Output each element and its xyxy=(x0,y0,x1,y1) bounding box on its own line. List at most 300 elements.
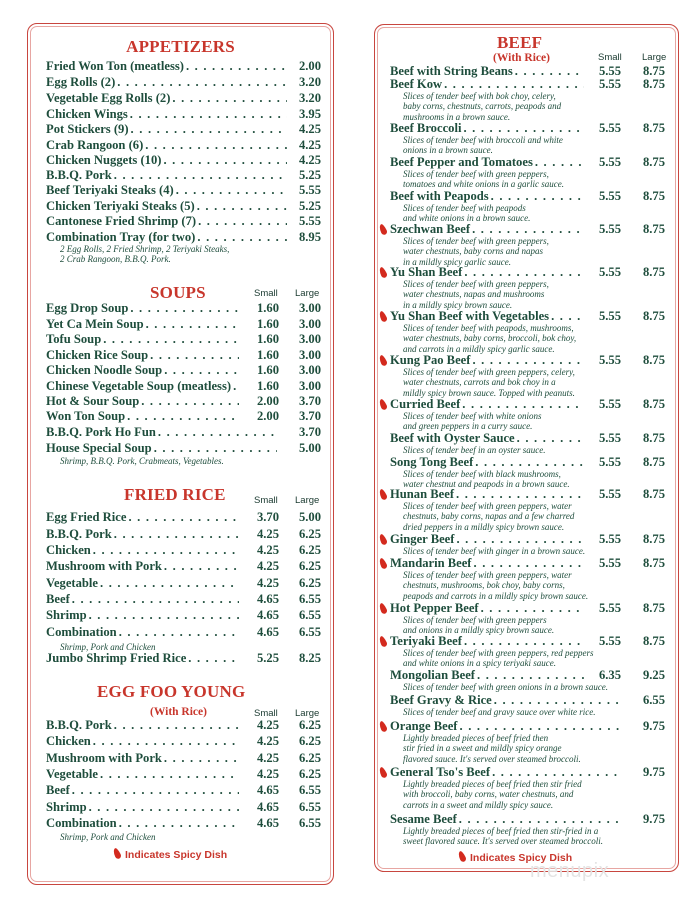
small-price: 4.25 xyxy=(256,734,279,748)
menu-item xyxy=(390,353,665,368)
large-price: 6.25 xyxy=(298,527,321,541)
dot-leader xyxy=(197,230,287,245)
item-description: water chestnuts, baby corns, broccoli, bok choy, xyxy=(403,333,577,344)
item-description: carrots in a sweet and mildly spicy sauce. xyxy=(403,799,554,810)
menu-item xyxy=(390,601,665,616)
dot-leader xyxy=(464,265,584,280)
large-price: 6.55 xyxy=(298,625,321,639)
item-name: Yu Shan Beef with Vegetables xyxy=(390,309,550,323)
menu-item xyxy=(390,121,665,136)
item-description: water chestnuts, baby corns and napas xyxy=(403,246,543,257)
dot-leader xyxy=(93,734,239,749)
item-description: chestnuts, mushrooms, bok choy, baby corns, xyxy=(403,580,565,591)
small-price: 5.55 xyxy=(598,532,621,546)
dot-leader xyxy=(164,751,239,766)
small-price: 1.60 xyxy=(256,348,279,362)
combo-tray-desc-1: 2 Egg Rolls, 2 Fried Shrimp, 2 Teriyaki Steaks, xyxy=(60,244,230,254)
small-price: 4.25 xyxy=(256,718,279,732)
item-name: Chicken Teriyaki Steaks (5) xyxy=(46,199,195,213)
item-name: Combination xyxy=(46,816,117,830)
large-price: 6.25 xyxy=(298,543,321,557)
item-description: onions in a brown sauce. xyxy=(403,145,493,156)
item-description: in a mildly spicy brown sauce. xyxy=(403,299,513,310)
large-price: 8.75 xyxy=(642,455,665,469)
item-description: dried peppers in a mildly spicy brown sauce. xyxy=(403,521,565,532)
large-price: 6.55 xyxy=(298,592,321,606)
item-description: chestnuts, baby corns, napas and a few charred xyxy=(403,511,575,522)
small-price: 4.25 xyxy=(256,527,279,541)
large-price: 3.00 xyxy=(298,379,321,393)
item-name: Chicken Nuggets (10) xyxy=(46,153,162,167)
dot-leader xyxy=(233,379,239,394)
menu-item xyxy=(46,332,321,347)
item-name: Vegetable xyxy=(46,576,98,590)
large-price: 6.25 xyxy=(298,576,321,590)
menu-item xyxy=(390,455,665,470)
dot-leader xyxy=(89,800,239,815)
large-price: 9.75 xyxy=(642,719,665,733)
dot-leader xyxy=(464,634,584,649)
small-price: 5.55 xyxy=(598,601,621,615)
small-price: 5.55 xyxy=(598,634,621,648)
small-price: 1.60 xyxy=(256,379,279,393)
large-price: 8.75 xyxy=(642,309,665,323)
item-description: Slices of tender beef with white onions xyxy=(403,411,542,421)
large-price: 5.00 xyxy=(298,510,321,524)
item-name: B.B.Q. Pork xyxy=(46,718,112,732)
large-price: 8.75 xyxy=(642,634,665,648)
small-price: 4.65 xyxy=(256,816,279,830)
large-price: 3.70 xyxy=(298,425,321,439)
item-name: Beef Broccoli xyxy=(390,121,462,135)
item-name: Hot & Sour Soup xyxy=(46,394,140,408)
item-name: Beef Teriyaki Steaks (4) xyxy=(46,183,174,197)
dot-leader xyxy=(444,77,584,92)
dot-leader xyxy=(456,532,584,547)
item-price: 3.20 xyxy=(298,91,321,105)
menu-item xyxy=(46,409,321,424)
menu-item xyxy=(46,559,321,574)
item-name: General Tso's Beef xyxy=(390,765,491,779)
item-name: Beef xyxy=(46,783,70,797)
dot-leader xyxy=(456,487,584,502)
menu-item xyxy=(46,718,321,733)
dot-leader xyxy=(72,592,239,607)
item-name: Sesame Beef xyxy=(390,812,457,826)
menu-item xyxy=(390,812,665,827)
item-description: Slices of tender beef and gravy sauce over white rice. xyxy=(403,707,596,717)
item-description: water chestnuts, carrots and bok choy in a xyxy=(403,377,556,388)
item-description: Slices of tender beef with peapods xyxy=(403,203,526,213)
dot-leader xyxy=(119,625,239,640)
menu-item xyxy=(390,397,665,412)
dot-leader xyxy=(141,394,239,409)
large-price: 8.75 xyxy=(642,64,665,78)
item-name: Tofu Soup xyxy=(46,332,102,346)
dot-leader xyxy=(130,107,287,122)
dot-leader xyxy=(100,767,239,782)
item-name: Beef xyxy=(46,592,70,606)
menu-item xyxy=(46,363,321,378)
dot-leader xyxy=(186,59,287,74)
dot-leader xyxy=(188,651,239,666)
item-description: water chestnut and peapods in a brown sauce. xyxy=(403,479,570,490)
item-name: Shrimp xyxy=(46,608,87,622)
item-description: Slices of tender beef with ginger in a brown sauce. xyxy=(403,546,586,556)
item-name: Vegetable Egg Rolls (2) xyxy=(46,91,171,105)
menu-item xyxy=(46,816,321,831)
menu-item xyxy=(390,634,665,649)
dot-leader xyxy=(492,765,619,780)
small-price: 5.55 xyxy=(598,64,621,78)
item-price: 8.95 xyxy=(298,230,321,244)
item-description: Slices of tender beef with green peppers, xyxy=(403,236,549,246)
dot-leader xyxy=(119,816,239,831)
menu-item xyxy=(390,668,665,683)
item-name: Ginger Beef xyxy=(390,532,455,546)
large-price: 6.55 xyxy=(298,608,321,622)
large-price: 3.70 xyxy=(298,409,321,423)
large-price: 6.55 xyxy=(642,693,665,707)
large-price: 8.75 xyxy=(642,353,665,367)
item-description: and carrots in a mildly spicy garlic sauce. xyxy=(403,343,555,354)
large-price: 6.25 xyxy=(298,734,321,748)
item-name: Hunan Beef xyxy=(390,487,455,501)
menu-item xyxy=(46,800,321,815)
item-name: Vegetable xyxy=(46,767,98,781)
menu-item xyxy=(390,719,665,734)
small-price: 5.55 xyxy=(598,309,621,323)
item-description: Slices of tender beef with green peppers, red peppers xyxy=(403,648,594,658)
dot-leader xyxy=(164,363,239,378)
item-name: Crab Rangoon (6) xyxy=(46,138,144,152)
small-price: 4.25 xyxy=(256,751,279,765)
menu-item xyxy=(390,765,665,780)
small-price: 6.35 xyxy=(598,668,621,682)
item-description: mushrooms in a brown sauce. xyxy=(403,111,511,122)
menu-item xyxy=(46,317,321,332)
dot-leader xyxy=(145,138,287,153)
small-price: 5.55 xyxy=(598,222,621,236)
large-price: 3.00 xyxy=(298,317,321,331)
large-price: 3.70 xyxy=(298,394,321,408)
item-price: 3.95 xyxy=(298,107,321,121)
large-price: 6.55 xyxy=(298,783,321,797)
menu-item xyxy=(46,625,321,640)
large-price: 8.75 xyxy=(642,189,665,203)
item-description: mildly spicy brown sauce. Topped with peanuts. xyxy=(403,387,575,398)
dot-leader xyxy=(158,425,277,440)
item-description: Slices of tender beef with green peppers, water xyxy=(403,570,572,580)
large-price: 8.75 xyxy=(642,121,665,135)
item-name: B.B.Q. Pork xyxy=(46,168,112,182)
dot-leader xyxy=(197,199,287,214)
menu-item xyxy=(46,153,321,168)
item-name: Szechwan Beef xyxy=(390,222,471,236)
dot-leader xyxy=(114,168,287,183)
item-name: Egg Fried Rice xyxy=(46,510,127,524)
dot-leader xyxy=(463,121,584,136)
item-name: Mandarin Beef xyxy=(390,556,472,570)
item-name: Beef Kow xyxy=(390,77,443,91)
item-description: Slices of tender beef in an oyster sauce. xyxy=(403,445,546,455)
fried-rice-combo-desc: Shrimp, Pork and Chicken xyxy=(60,642,156,652)
dot-leader xyxy=(128,510,239,525)
item-description: stir fried in a sweet and mildly spicy orange xyxy=(403,743,562,754)
item-name: Chicken xyxy=(46,734,91,748)
menu-item xyxy=(390,431,665,446)
item-name: B.B.Q. Pork xyxy=(46,527,112,541)
item-description: Slices of tender beef with peapods, mushrooms, xyxy=(403,323,574,333)
item-description: and green peppers in a curry sauce. xyxy=(403,421,533,432)
menupix-watermark: menupix xyxy=(530,860,610,882)
large-price: 6.25 xyxy=(298,718,321,732)
menu-item xyxy=(390,155,665,170)
large-price: 3.00 xyxy=(298,348,321,362)
small-price: 5.25 xyxy=(256,651,279,665)
dot-leader xyxy=(462,397,584,412)
small-price: 4.65 xyxy=(256,625,279,639)
dot-leader xyxy=(154,441,277,456)
small-price: 1.60 xyxy=(256,317,279,331)
item-name: Orange Beef xyxy=(390,719,458,733)
small-price: 4.25 xyxy=(256,543,279,557)
small-price: 4.65 xyxy=(256,783,279,797)
large-price: 3.00 xyxy=(298,332,321,346)
large-price: 8.75 xyxy=(642,77,665,91)
menu-item xyxy=(46,592,321,607)
item-name: Chicken Wings xyxy=(46,107,128,121)
menu-item xyxy=(46,230,321,245)
dot-leader xyxy=(472,222,584,237)
menu-item xyxy=(46,510,321,525)
beef-small-header: Small xyxy=(598,52,622,63)
menu-item xyxy=(46,75,321,90)
dot-leader xyxy=(551,309,584,324)
large-price: 8.75 xyxy=(642,397,665,411)
item-name: Chinese Vegetable Soup (meatless) xyxy=(46,379,232,393)
item-name: Chicken Rice Soup xyxy=(46,348,149,362)
small-price: 5.55 xyxy=(598,556,621,570)
item-price: 5.55 xyxy=(298,183,321,197)
menu-item xyxy=(46,122,321,137)
item-name: Teriyaki Beef xyxy=(390,634,462,648)
menu-item xyxy=(46,107,321,122)
item-description: Slices of tender beef with bok choy, celery, xyxy=(403,91,556,101)
menu-item xyxy=(46,59,321,74)
large-price: 5.00 xyxy=(298,441,321,455)
item-description: sweet flavored sauce. It's served over steamed broccoli. xyxy=(403,836,603,847)
item-description: in a mildly spicy garlic sauce. xyxy=(403,256,511,267)
house-soup-desc: Shrimp, B.B.Q. Pork, Crabmeats, Vegetables. xyxy=(60,456,224,466)
dot-leader xyxy=(517,431,584,446)
item-description: peapods and carrots in a mildly spicy brown sauce. xyxy=(403,590,589,601)
dot-leader xyxy=(535,155,584,170)
menu-item xyxy=(390,309,665,324)
item-name: Combination xyxy=(46,625,117,639)
menu-item xyxy=(390,77,665,92)
dot-leader xyxy=(198,214,287,229)
menu-item xyxy=(46,214,321,229)
item-name: Jumbo Shrimp Fried Rice xyxy=(46,651,187,665)
small-price: 5.55 xyxy=(598,77,621,91)
item-name: Cantonese Fried Shrimp (7) xyxy=(46,214,197,228)
dot-leader xyxy=(176,183,287,198)
item-name: Hot Pepper Beef xyxy=(390,601,479,615)
fried-rice-large-header: Large xyxy=(295,495,320,506)
small-price: 1.60 xyxy=(256,332,279,346)
menu-item xyxy=(390,265,665,280)
small-price: 5.55 xyxy=(598,353,621,367)
item-name: House Special Soup xyxy=(46,441,152,455)
small-price: 5.55 xyxy=(598,397,621,411)
item-name: Chicken xyxy=(46,543,91,557)
item-description: baby corns, chestnuts, carrots, peapods and xyxy=(403,101,562,112)
menu-item xyxy=(46,301,321,316)
item-description: Lightly breaded pieces of beef fried then xyxy=(403,733,549,743)
menu-item xyxy=(46,543,321,558)
item-description: and white onions in a brown sauce. xyxy=(403,213,531,224)
item-name: Kung Pao Beef xyxy=(390,353,471,367)
dot-leader xyxy=(131,122,287,137)
large-price: 6.55 xyxy=(298,800,321,814)
menu-item xyxy=(390,189,665,204)
dot-leader xyxy=(172,91,287,106)
menu-item xyxy=(46,527,321,542)
small-price: 5.55 xyxy=(598,431,621,445)
large-price: 8.75 xyxy=(642,532,665,546)
dot-leader xyxy=(114,718,239,733)
soups-title: SOUPS xyxy=(150,283,206,302)
spicy-legend-right: Indicates Spicy Dish xyxy=(470,852,573,864)
menu-item xyxy=(46,138,321,153)
item-description: and white onions in a spicy teriyaki sauce. xyxy=(403,658,556,669)
large-price: 8.25 xyxy=(298,651,321,665)
small-price: 5.55 xyxy=(598,265,621,279)
item-name: Fried Won Ton (meatless) xyxy=(46,59,184,73)
item-price: 4.25 xyxy=(298,138,321,152)
menu-item xyxy=(46,608,321,623)
dot-leader xyxy=(146,317,239,332)
dot-leader xyxy=(477,668,584,683)
soups-small-header: Small xyxy=(254,288,278,299)
large-price: 8.75 xyxy=(642,265,665,279)
dot-leader xyxy=(93,543,239,558)
dot-leader xyxy=(114,527,239,542)
item-name: Yu Shan Beef xyxy=(390,265,463,279)
combo-tray-desc-2: 2 Crab Rangoon, B.B.Q. Pork. xyxy=(60,254,171,264)
menu-item xyxy=(46,576,321,591)
menu-item xyxy=(46,168,321,183)
dot-leader xyxy=(459,812,619,827)
menu-item xyxy=(46,348,321,363)
small-price: 5.55 xyxy=(598,189,621,203)
dot-leader xyxy=(460,719,620,734)
spicy-legend-left: Indicates Spicy Dish xyxy=(125,849,228,861)
item-description: tomatoes and white onions in a garlic sauce. xyxy=(403,179,564,190)
dot-leader xyxy=(494,693,619,708)
small-price: 2.00 xyxy=(256,394,279,408)
dot-leader xyxy=(127,409,239,424)
small-price: 4.25 xyxy=(256,576,279,590)
large-price: 8.75 xyxy=(642,222,665,236)
dot-leader xyxy=(150,348,239,363)
menu-item xyxy=(46,783,321,798)
item-name: Mushroom with Pork xyxy=(46,751,162,765)
small-price: 4.65 xyxy=(256,608,279,622)
small-price: 1.60 xyxy=(256,363,279,377)
menu-item xyxy=(46,651,321,666)
large-price: 9.25 xyxy=(642,668,665,682)
dot-leader xyxy=(472,353,584,368)
item-name: Beef with Peapods xyxy=(390,189,489,203)
item-name: Mushroom with Pork xyxy=(46,559,162,573)
menu-item xyxy=(390,693,665,708)
item-name: Song Tong Beef xyxy=(390,455,474,469)
item-name: B.B.Q. Pork Ho Fun xyxy=(46,425,156,439)
dot-leader xyxy=(89,608,239,623)
item-description: water chestnuts, napas and mushrooms xyxy=(403,289,545,300)
beef-large-header: Large xyxy=(642,52,667,63)
dot-leader xyxy=(491,189,584,204)
item-name: Shrimp xyxy=(46,800,87,814)
item-description: Slices of tender beef with green onions in a brown sauce. xyxy=(403,682,609,692)
efy-combo-desc: Shrimp, Pork and Chicken xyxy=(60,832,156,842)
item-name: Chicken Noodle Soup xyxy=(46,363,163,377)
item-description: Slices of tender beef with green peppers, xyxy=(403,169,549,179)
dot-leader xyxy=(163,153,287,168)
menu-item xyxy=(46,751,321,766)
dot-leader xyxy=(130,301,239,316)
item-description: with broccoli, baby corns, water chestnuts, and xyxy=(403,789,574,800)
small-price: 5.55 xyxy=(598,487,621,501)
large-price: 6.25 xyxy=(298,751,321,765)
large-price: 3.00 xyxy=(298,301,321,315)
item-name: Won Ton Soup xyxy=(46,409,126,423)
small-price: 2.00 xyxy=(256,409,279,423)
item-price: 3.20 xyxy=(298,75,321,89)
menu-item xyxy=(390,532,665,547)
item-name: Egg Rolls (2) xyxy=(46,75,116,89)
item-price: 4.25 xyxy=(298,153,321,167)
large-price: 8.75 xyxy=(642,155,665,169)
small-price: 5.55 xyxy=(598,455,621,469)
large-price: 6.25 xyxy=(298,767,321,781)
dot-leader xyxy=(164,559,239,574)
menu-item xyxy=(390,487,665,502)
small-price: 5.55 xyxy=(598,121,621,135)
menu-item xyxy=(390,556,665,571)
large-price: 3.00 xyxy=(298,363,321,377)
fried-rice-small-header: Small xyxy=(254,495,278,506)
item-description: Slices of tender beef with green peppers, water xyxy=(403,501,572,511)
large-price: 8.75 xyxy=(642,601,665,615)
item-description: Lightly breaded pieces of beef fried then stir-fried in a xyxy=(403,826,599,836)
egg-foo-young-subtitle: (With Rice) xyxy=(150,706,207,718)
item-name: Beef Gravy & Rice xyxy=(390,693,492,707)
large-price: 6.55 xyxy=(298,816,321,830)
small-price: 1.60 xyxy=(256,301,279,315)
menu-item xyxy=(46,394,321,409)
menu-item xyxy=(46,734,321,749)
appetizers-title: APPETIZERS xyxy=(126,37,235,56)
small-price: 4.25 xyxy=(256,767,279,781)
item-description: Lightly breaded pieces of beef fried then stir fried xyxy=(403,779,582,789)
dot-leader xyxy=(103,332,239,347)
item-description: Slices of tender beef with broccoli and white xyxy=(403,135,563,145)
item-name: Mongolian Beef xyxy=(390,668,476,682)
menu-item xyxy=(46,91,321,106)
